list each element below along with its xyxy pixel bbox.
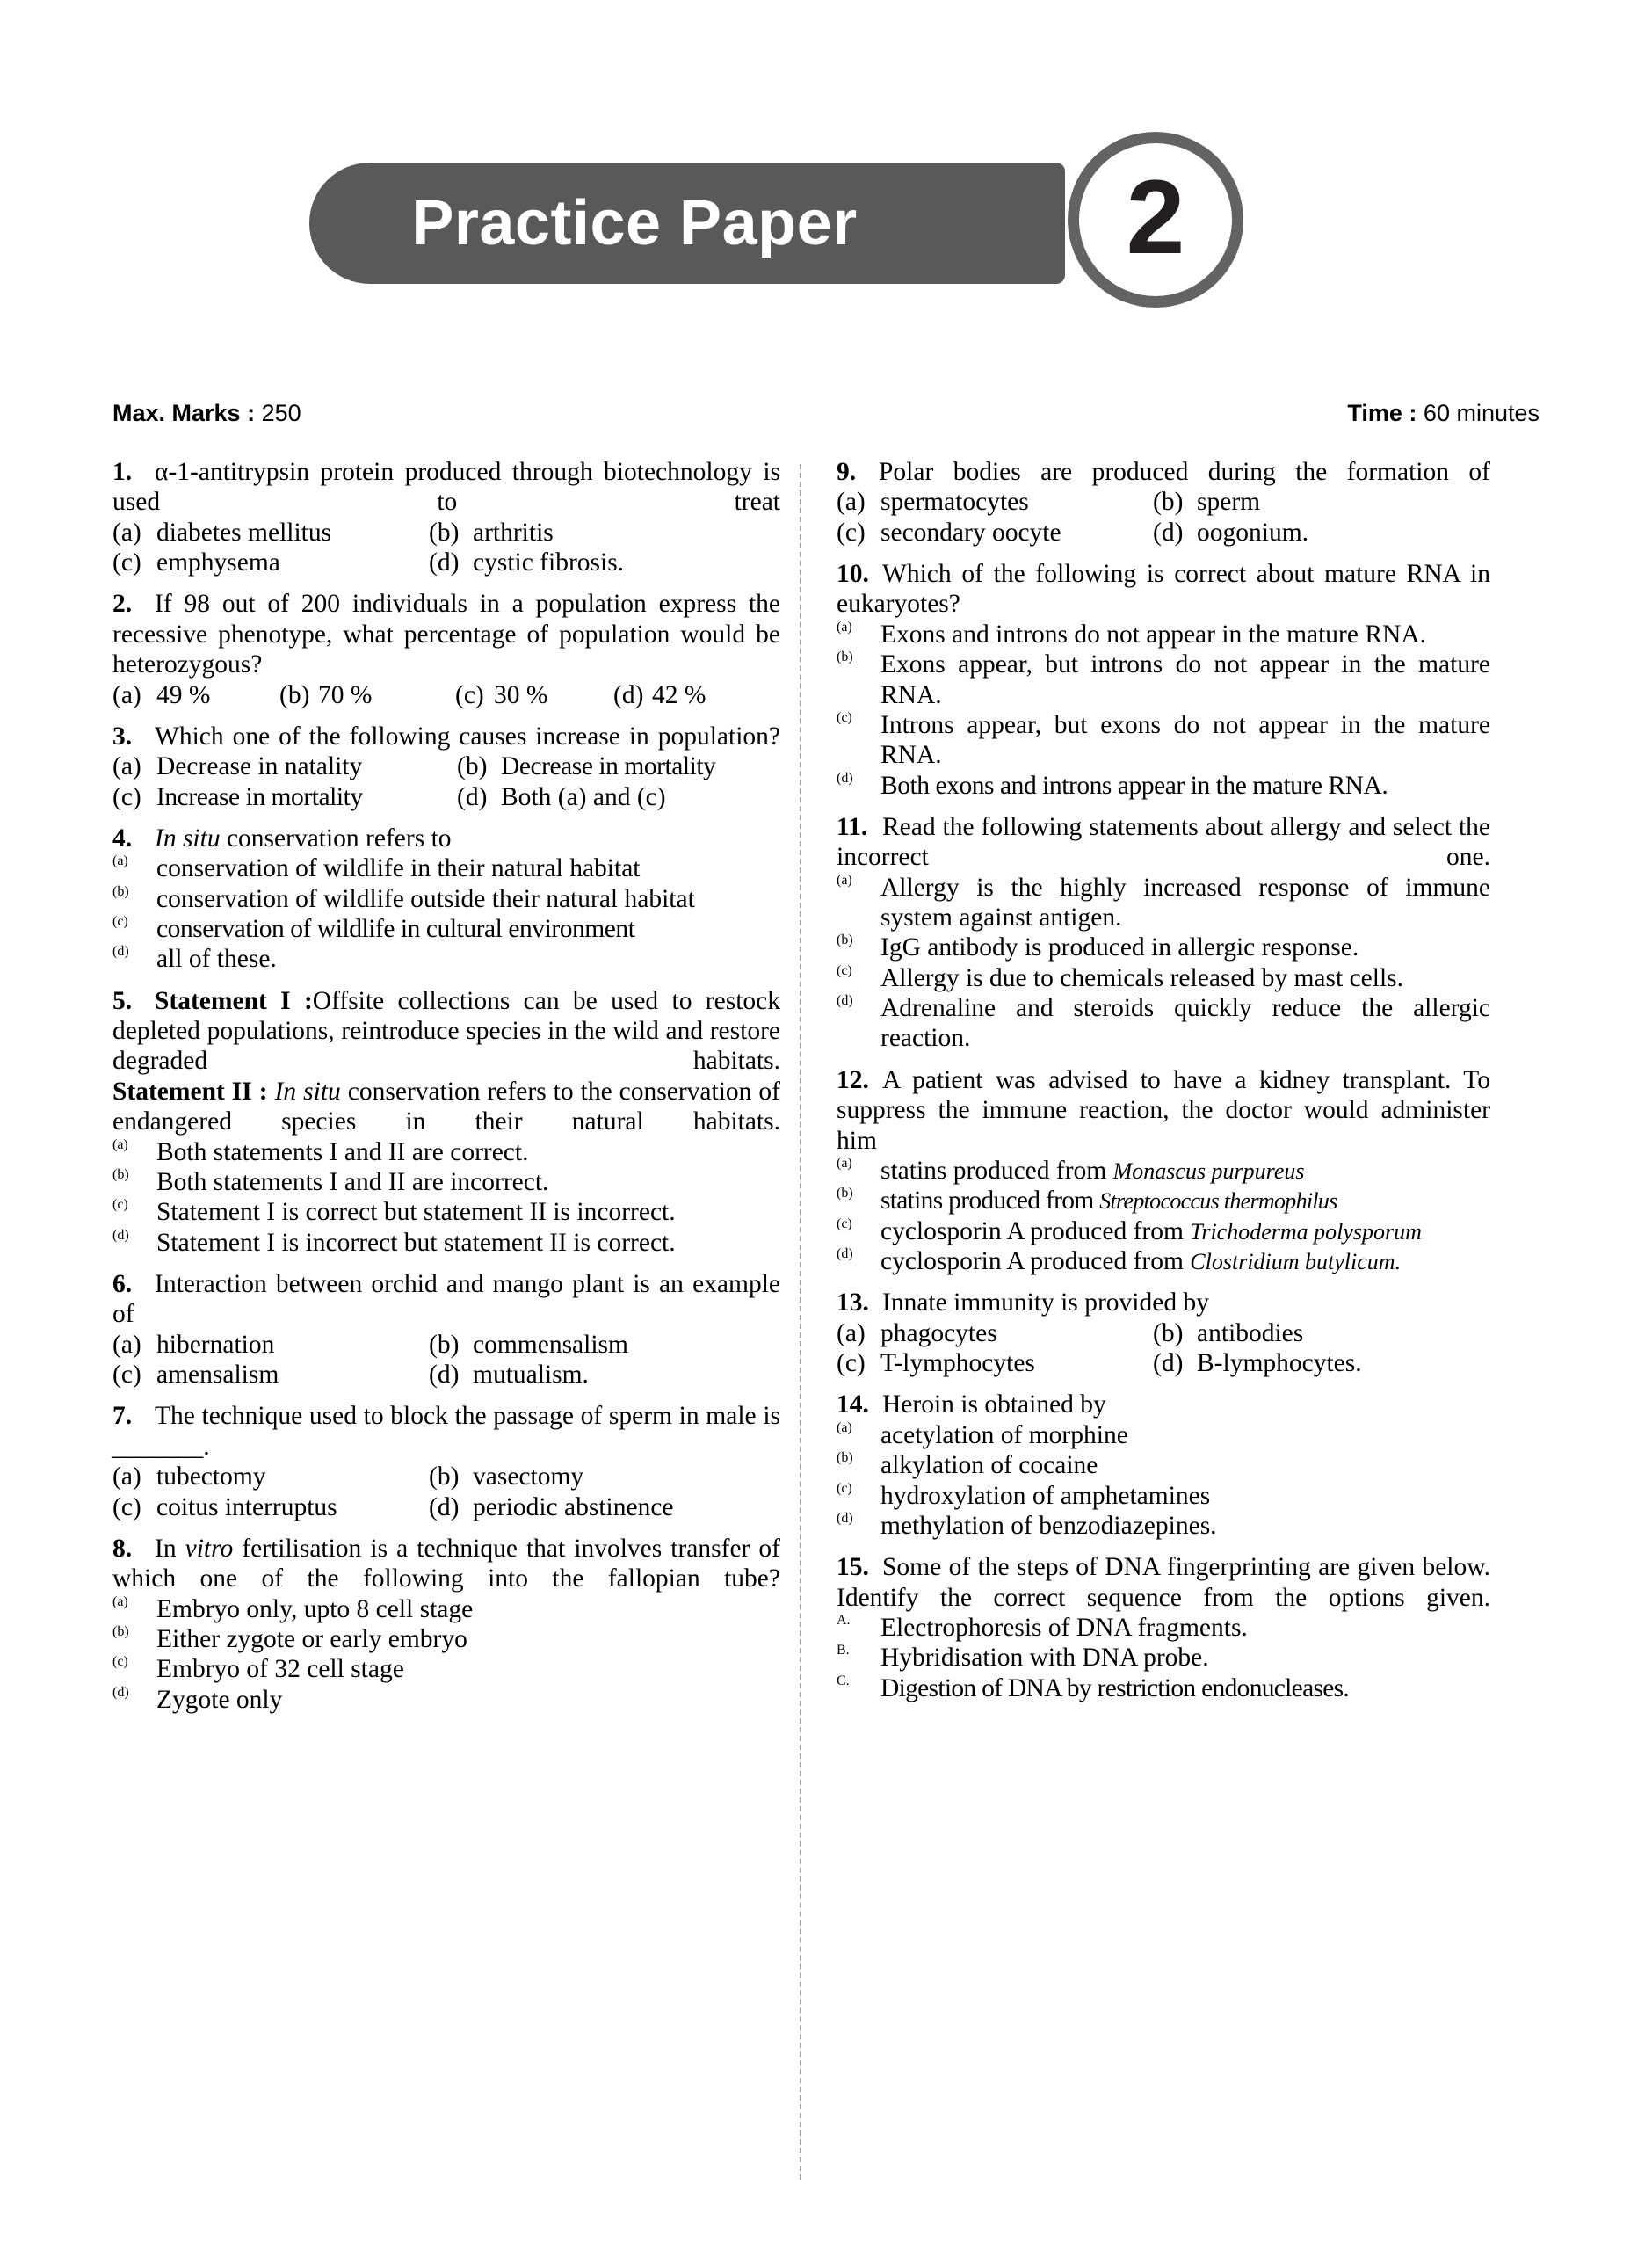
option-13b[interactable] [1153,1318,1303,1348]
banner-title: Practice Paper [411,188,858,258]
question-11-stem [837,812,1490,873]
question-7-options-row-1 [112,1462,780,1492]
option-4a-tag: (a) [112,853,128,869]
option-4d-text: all of these. [156,945,277,974]
option-8c-text: Embryo of 32 cell stage [156,1655,404,1684]
question-5-statement-1 [112,986,780,1077]
question-15-number: 15. [837,1553,869,1582]
option-13c-text: T-lymphocytes [880,1349,1035,1378]
option-8d-text: Zygote only [156,1685,283,1714]
option-11d-text: Adrenaline and steroids quickly reduce the allergic reaction. [880,994,1490,1053]
option-2a[interactable] [112,680,279,710]
question-14-number: 14. [837,1390,869,1419]
option-12a-text: statins produced from [880,1156,1113,1185]
option-14c-tag: (c) [837,1480,852,1496]
option-13d[interactable] [1153,1348,1362,1378]
option-10b-tag: (b) [837,650,853,665]
option-10b-text: Exons appear, but introns do not appear in the mature RNA. [880,650,1490,709]
question-8-stem [112,1534,780,1594]
option-14a[interactable] [837,1420,1490,1450]
option-14c[interactable] [837,1481,1490,1511]
time-label: Time : [1347,400,1417,426]
question-2 [112,589,780,709]
option-10c[interactable] [837,710,1490,771]
option-15a-text: Electrophoresis of DNA fragments. [880,1613,1248,1642]
question-1 [112,457,780,577]
option-12c[interactable] [837,1216,1490,1246]
question-15-text: Some of the steps of DNA fingerprinting are given below. Identify the correct sequence from the options given. [837,1553,1490,1612]
option-2b[interactable] [279,680,455,710]
option-9b-tag: (b) [1153,488,1184,517]
option-14c-text: hydroxylation of amphetamines [880,1481,1211,1510]
option-12d-text: cyclosporin A produced from [880,1246,1191,1275]
option-5a[interactable] [112,1137,780,1167]
option-3b[interactable] [457,751,715,781]
question-13 [837,1288,1490,1378]
option-15b[interactable] [837,1643,1490,1673]
option-13c-tag: (c) [837,1349,866,1378]
option-11c-text: Allergy is due to chemicals released by mast cells. [880,963,1404,992]
option-10d-tag: (d) [837,770,853,786]
option-7d-tag: (d) [429,1492,460,1521]
question-6-stem [112,1269,780,1330]
option-1c[interactable] [112,548,429,577]
option-6a-tag: (a) [112,1330,141,1359]
option-5b[interactable] [112,1167,780,1197]
question-7 [112,1401,780,1521]
option-7a-text: tubectomy [156,1462,266,1492]
option-11b[interactable] [837,933,1490,962]
question-9-stem [837,457,1490,487]
option-2d-tag: (d) [613,680,644,709]
option-8a-tag: (a) [112,1593,128,1609]
question-14-text: Heroin is obtained by [882,1390,1106,1419]
question-4 [112,824,780,975]
option-4b-tag: (b) [112,883,129,899]
option-7c-text: coitus interruptus [156,1492,337,1521]
max-marks-value: 250 [261,400,301,426]
option-6d-tag: (d) [429,1361,460,1390]
option-8c[interactable] [112,1654,780,1684]
option-13d-tag: (d) [1153,1349,1184,1378]
option-6c[interactable] [112,1360,429,1390]
option-11a[interactable] [837,873,1490,933]
option-14b-tag: (b) [837,1450,853,1466]
option-10b[interactable] [837,650,1490,710]
option-1d-tag: (d) [429,548,460,577]
option-10d-text: Both exons and introns appear in the mature RNA. [880,771,1388,800]
option-6a[interactable] [112,1330,429,1360]
option-4d-tag: (d) [112,944,129,960]
question-6-options-row-2 [112,1360,780,1390]
option-8b-tag: (b) [112,1623,129,1639]
option-9a-text: spermatocytes [880,488,1029,517]
statement-1-label: Statement I : [155,986,313,1015]
option-4d[interactable] [112,944,780,974]
option-4a[interactable] [112,853,780,883]
option-7b-text: vasectomy [473,1462,584,1492]
option-9c-tag: (c) [837,518,866,547]
option-8a-text: Embryo only, upto 8 cell stage [156,1594,474,1623]
option-6d[interactable] [429,1360,589,1390]
question-7-options-row-2 [112,1492,780,1522]
option-12a-species: Monascus purpureus [1112,1158,1305,1184]
statement-2-text: conservation refers to the conservation of endangered species in their natural habitats. [112,1077,780,1136]
option-2c-tag: (c) [455,680,484,709]
option-15b-tag: B. [837,1643,850,1658]
option-2d-text: 42 % [652,680,706,709]
exam-meta-row [112,400,1540,427]
question-4-number: 4. [112,824,133,853]
option-1c-text: emphysema [156,548,280,577]
option-15a-tag: A. [837,1612,851,1628]
paper-number: 2 [1126,158,1185,276]
question-11 [837,812,1490,1054]
question-4-stem [112,824,780,853]
question-7-stem [112,1401,780,1462]
option-12c-species: Trichoderma polysporum [1190,1218,1422,1245]
question-1-text: α-1-antitrypsin protein produced through biotechnology is used to treat [112,458,780,517]
question-5-statement-2 [112,1077,780,1137]
question-3-text: Which one of the following causes increase in population? [155,722,780,751]
option-9b-text: sperm [1197,488,1261,517]
question-8-number: 8. [112,1534,133,1563]
question-7-number: 7. [112,1402,133,1431]
option-11b-text: IgG antibody is produced in allergic response. [880,933,1359,962]
option-11c-tag: (c) [837,962,852,978]
option-11c[interactable] [837,963,1490,993]
question-13-number: 13. [837,1288,869,1317]
option-8d-tag: (d) [112,1684,129,1700]
option-8a[interactable] [112,1594,780,1624]
option-4c-tag: (c) [112,914,128,930]
option-7b[interactable] [429,1462,583,1492]
option-1a-tag: (a) [112,518,141,547]
option-4b-text: conservation of wildlife outside their natural habitat [156,884,695,913]
option-8d[interactable] [112,1685,780,1715]
option-3d-tag: (d) [457,782,488,811]
option-5b-tag: (b) [112,1166,129,1182]
option-13d-text: B-lymphocytes. [1197,1349,1362,1378]
option-12d-species: Clostridium butylicum. [1190,1248,1402,1274]
question-4-italic: In situ [155,824,221,853]
option-2b-tag: (b) [279,680,310,709]
question-13-stem [837,1288,1490,1317]
question-6-text: Interaction between orchid and mango plant is an example of [112,1269,780,1329]
question-13-text: Innate immunity is provided by [882,1288,1209,1317]
option-13a-text: phagocytes [880,1318,997,1347]
option-12d-tag: (d) [837,1245,853,1261]
option-12d[interactable] [837,1246,1490,1276]
option-5b-text: Both statements I and II are incorrect. [156,1167,549,1196]
question-column-right [803,457,1490,2180]
option-1a[interactable] [112,518,429,548]
time-value: 60 minutes [1423,400,1540,426]
max-marks-label: Max. Marks : [112,400,256,426]
option-10c-text: Introns appear, but exons do not appear in the mature RNA. [880,710,1490,770]
option-4b[interactable] [112,884,780,914]
option-13c[interactable] [837,1348,1153,1378]
question-6 [112,1269,780,1390]
paper-number-badge [1068,132,1243,308]
option-6c-text: amensalism [156,1361,279,1390]
option-1b-text: arthritis [473,518,554,547]
option-14d-text: methylation of benzodiazepines. [880,1511,1217,1540]
question-3-options-row-2 [112,782,780,812]
question-11-text: Read the following statements about allergy and select the incorrect one. [837,812,1490,872]
option-2b-text: 70 % [318,680,373,709]
question-2-text: If 98 out of 200 individuals in a population express the recessive phenotype, what percentage of population would be heterozygous? [112,590,780,679]
question-10-stem [837,559,1490,620]
option-7d-text: periodic abstinence [473,1492,674,1521]
question-10-number: 10. [837,560,869,589]
option-9b[interactable] [1153,487,1260,517]
option-13a[interactable] [837,1318,1153,1348]
option-5d-text: Statement I is incorrect but statement II is correct. [156,1228,676,1257]
question-9-number: 9. [837,458,857,486]
option-9d-tag: (d) [1153,518,1184,547]
option-14b-text: alkylation of cocaine [880,1451,1098,1480]
question-3-number: 3. [112,722,133,751]
option-11a-tag: (a) [837,872,852,888]
question-2-stem [112,589,780,679]
option-5c[interactable] [112,1197,780,1227]
question-12 [837,1065,1490,1277]
option-11a-text: Allergy is the highly increased response of immune system against antigen. [880,873,1490,933]
option-3b-tag: (b) [457,752,488,781]
option-15c-tag: C. [837,1673,850,1688]
statement-2-italic: In situ [274,1077,341,1106]
question-9-text: Polar bodies are produced during the formation of [879,458,1490,486]
option-3b-text: Decrease in mortality [501,752,716,781]
question-8-text: fertilisation is a technique that involves transfer of which one of the following into the fallopian tube? [112,1534,781,1593]
option-5d[interactable] [112,1228,780,1258]
option-3c-text: Increase in mortality [156,782,363,811]
option-14a-text: acetylation of morphine [880,1420,1128,1449]
option-3c-tag: (c) [112,782,141,811]
option-2c-text: 30 % [494,680,548,709]
option-7b-tag: (b) [429,1462,460,1492]
question-9 [837,457,1490,548]
option-12b-tag: (b) [837,1186,853,1201]
option-6c-tag: (c) [112,1361,141,1390]
option-10a-tag: (a) [837,619,852,635]
option-9a[interactable] [837,487,1153,517]
question-11-number: 11. [837,812,868,841]
option-2a-tag: (a) [112,680,141,709]
option-13b-tag: (b) [1153,1318,1184,1347]
question-13-options-row-1 [837,1318,1490,1348]
option-12b-text: statins produced from [880,1187,1100,1216]
question-12-number: 12. [837,1065,869,1094]
question-1-number: 1. [112,458,133,486]
question-5-number: 5. [112,986,133,1015]
page-header [0,0,1652,276]
question-6-number: 6. [112,1269,133,1298]
question-7-text: The technique used to block the passage of sperm in male is _______. [112,1402,780,1461]
option-3a[interactable] [112,751,457,781]
question-2-number: 2. [112,590,133,619]
time-allowed [1347,400,1540,427]
option-1a-text: diabetes mellitus [156,518,332,547]
option-5c-tag: (c) [112,1197,128,1213]
option-11d-tag: (d) [837,993,853,1009]
option-7c[interactable] [112,1492,429,1522]
option-6a-text: hibernation [156,1330,275,1359]
option-7a-tag: (a) [112,1462,141,1492]
max-marks [112,400,301,427]
option-14d[interactable] [837,1511,1490,1541]
option-15a[interactable] [837,1613,1490,1643]
option-10a[interactable] [837,620,1490,650]
option-14d-tag: (d) [837,1510,853,1526]
question-columns [112,457,1540,2180]
statement-1-text: Offsite collections can be used to restock depleted populations, reintroduce species in the wild and restore degraded habitats. [112,986,780,1076]
option-12a[interactable] [837,1156,1490,1186]
question-3-stem [112,722,780,751]
option-6d-text: mutualism. [473,1361,589,1390]
option-4c[interactable] [112,914,780,944]
option-10c-tag: (c) [837,709,852,725]
question-9-options-row-2 [837,518,1490,548]
option-2c[interactable] [455,680,613,710]
option-6b-tag: (b) [429,1330,460,1359]
option-9a-tag: (a) [837,488,866,517]
question-13-options-row-2 [837,1348,1490,1378]
statement-2-label: Statement II : [112,1077,275,1106]
option-13b-text: antibodies [1197,1318,1304,1347]
option-13a-tag: (a) [837,1318,866,1347]
option-5a-tag: (a) [112,1136,128,1152]
option-15b-text: Hybridisation with DNA probe. [880,1644,1209,1673]
option-12b-species: Streptococcus thermophilus [1099,1188,1337,1215]
question-10 [837,559,1490,801]
question-2-options-row [112,680,780,710]
option-6b-text: commensalism [473,1330,628,1359]
option-12c-tag: (c) [837,1216,852,1231]
question-5 [112,986,780,1258]
option-4c-text: conservation of wildlife in cultural environment [156,915,635,944]
option-14a-tag: (a) [837,1419,852,1435]
option-12c-text: cyclosporin A produced from [880,1216,1191,1245]
option-7c-tag: (c) [112,1492,141,1521]
question-8 [112,1534,780,1715]
question-3-options-row-1 [112,751,780,781]
question-4-text: conservation refers to [220,824,452,853]
question-14-stem [837,1390,1490,1419]
option-2d[interactable] [613,680,706,710]
question-10-text: Which of the following is correct about mature RNA in eukaryotes? [837,560,1490,619]
option-12b[interactable] [837,1186,1490,1216]
question-6-options-row-1 [112,1330,780,1360]
practice-paper-banner [309,163,1065,284]
question-1-options-row-2 [112,548,780,577]
option-9c[interactable] [837,518,1153,548]
option-3a-text: Decrease in natality [156,752,363,781]
option-9c-text: secondary oocyte [880,518,1061,547]
option-2a-text: 49 % [156,680,211,709]
option-7d[interactable] [429,1492,674,1522]
question-15 [837,1552,1490,1703]
option-11b-tag: (b) [837,933,853,948]
option-15c-text: Digestion of DNA by restriction endonucleases. [880,1673,1350,1702]
option-5d-tag: (d) [112,1227,129,1243]
option-6b[interactable] [429,1330,628,1360]
option-9d[interactable] [1153,518,1308,548]
option-12a-tag: (a) [837,1155,852,1171]
option-3d-text: Both (a) and (c) [501,782,666,811]
option-3c[interactable] [112,782,457,812]
question-8-pre: In [155,1534,185,1563]
option-1d-text: cystic fibrosis. [473,548,625,577]
option-10a-text: Exons and introns do not appear in the mature RNA. [880,620,1427,649]
question-1-stem [112,457,780,518]
option-1c-tag: (c) [112,548,141,577]
question-14 [837,1390,1490,1541]
option-1d[interactable] [429,548,624,577]
question-15-stem [837,1552,1490,1613]
question-column-left [112,457,800,2180]
option-11d[interactable] [837,993,1490,1054]
question-9-options-row-1 [837,487,1490,517]
option-8b[interactable] [112,1624,780,1654]
option-3d[interactable] [457,782,666,812]
option-8b-text: Either zygote or early embryo [156,1624,467,1653]
question-12-text: A patient was advised to have a kidney transplant. To suppress the immune reaction, the doctor would administer him [837,1065,1490,1155]
option-15c[interactable] [837,1673,1490,1703]
option-5a-text: Both statements I and II are correct. [156,1137,529,1166]
question-12-stem [837,1065,1490,1156]
option-8c-tag: (c) [112,1654,128,1670]
question-3 [112,722,780,812]
option-7a[interactable] [112,1462,429,1492]
option-1b-tag: (b) [429,518,460,547]
banner-bar [309,163,1065,284]
option-1b[interactable] [429,518,554,548]
question-1-options-row-1 [112,518,780,548]
option-4a-text: conservation of wildlife in their natural habitat [156,854,641,883]
option-5c-text: Statement I is correct but statement II is incorrect. [156,1198,676,1227]
option-3a-tag: (a) [112,752,141,781]
option-14b[interactable] [837,1450,1490,1480]
option-10d[interactable] [837,771,1490,801]
question-8-italic: vitro [185,1534,234,1563]
option-9d-text: oogonium. [1197,518,1309,547]
